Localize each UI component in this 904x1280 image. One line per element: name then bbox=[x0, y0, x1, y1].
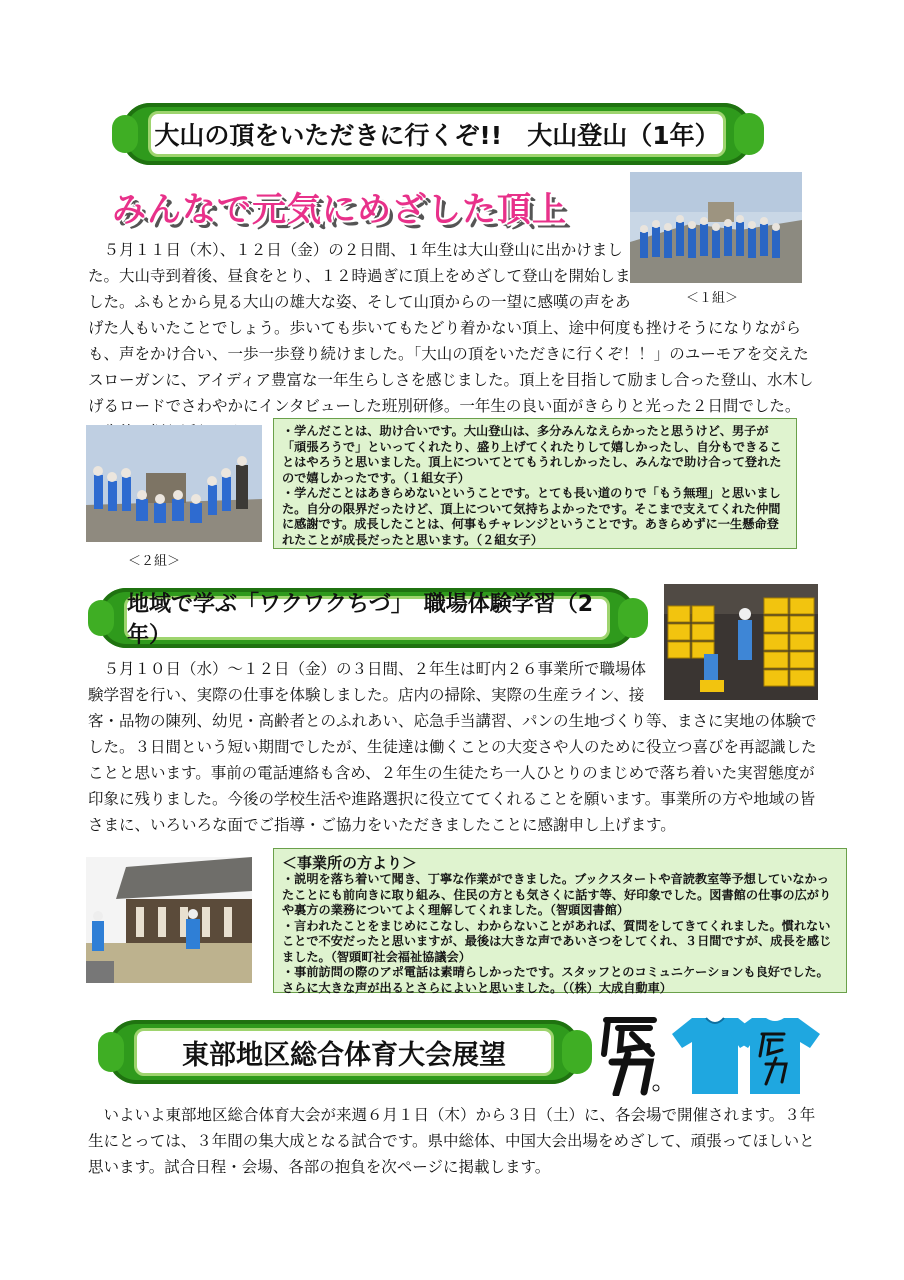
section1-banner-title: 大山の頂をいただきに行くぞ!! 大山登山（1年） bbox=[148, 111, 726, 157]
sokojikara-logo bbox=[598, 1014, 664, 1096]
workplace-comments-box bbox=[273, 848, 847, 993]
section2-paragraph-text: ５月１０日（水）～１２日（金）の３日間、２年生は町内２６事業所で職場体験学習を行い、実際の仕事を体験しました。店内の掃除、実際の生産ライン、接客・品物の陳列、幼児・高齢者とのふれあい、応急手当講習、パンの生地づくり等、まさに実地の体験でした。３日間という短い期間でしたが、生徒達は働くことの大変さや人のために役立つ喜びを再認識したことと思います。事前の電話連絡も含め、２年生の生徒たち一人ひとりのまじめで落ち着いた実習態度が印象に残りました。今後の学校生活や進路選択に役立ててくれることを願います。事業所の方や地域の皆さまに、いろいろな面でご指導・ご協力をいただきましたことに感謝申し上げます。 bbox=[88, 660, 817, 834]
photo-barn bbox=[86, 857, 252, 983]
tshirt-back-icon bbox=[730, 1014, 820, 1096]
section3-paragraph bbox=[88, 1102, 820, 1180]
section3-banner-title: 東部地区総合体育大会展望 bbox=[134, 1028, 554, 1076]
student-reflections-box bbox=[273, 418, 797, 549]
section2-banner bbox=[98, 588, 636, 648]
section1-subtitle: みんなで元気にめざした頂上 bbox=[112, 190, 567, 230]
workplace-comment-2: ・言われたことをまじめにこなし、わからないことがあれば、質問をしてきてくれました。慣れないことで不安だったと思いますが、最後は大きな声であいさつをしてくれ、３日間ですが、成長を感じました。（智頭町社会福祉協議会） bbox=[282, 918, 832, 964]
reflection-1: ・学んだことは、助け合いです。大山登山は、多分みんなえらかったと思うけど、男子が「頑張ろうで」といってくれたり、盛り上げてくれたりして嬉しかったし、自分もできることはやろうと思いました。頂上についてとてもうれしかったし、みんなで助け合って登れたので嬉しかったです。（１組女子） bbox=[282, 424, 782, 485]
section1-paragraph bbox=[88, 237, 820, 445]
workplace-comments-heading: ＜事業所の方より＞ bbox=[282, 854, 418, 872]
section1-paragraph-text: ５月１１日（木）、１２日（金）の２日間、１年生は大山登山に出かけました。大山寺到着後、昼食をとり、１２時過ぎに頂上をめざして登山を開始しました。ふもとから見る大山の雄大な姿、そして山頂からの一望に感嘆の声をあげた人もいたことでしょう。歩いても歩いてもたどり着かない頂上、途中何度も挫けそうになりながらも、声をかけ合い、一歩一歩登り続けました。「大山の頂をいただきに行くぞ！！」のユーモアを交えたスローガンに、アイディア豊富な一年生らしさを感じました。頂上を目指して励まし合った登山、水木しげるロードでさわやかにインタビューした班別研修。一年生の良い面がきらりと光った２日間でした。 bbox=[88, 241, 814, 415]
section1-banner bbox=[122, 103, 752, 165]
workplace-comment-3: ・事前訪問の際のアポ電話は素晴らしかったです。スタッフとのコミュニケーションも良好でした。さらに大きな声が出るとさらによいと思いました。（（株）大成自動車） bbox=[282, 965, 829, 995]
workplace-comment-1: ・説明を落ち着いて聞き、丁寧な作業ができました。ブックスタートや音読教室等予想していなかったことにも前向きに取り組み、住民の方とも気さくに話す等、好印象でした。図書館の仕事の広がりや裏方の業務についてよく理解してくれました。（智頭図書館） bbox=[282, 872, 832, 917]
section3-paragraph-text: いよいよ東部地区総合体育大会が来週６月１日（木）から３日（土）に、各会場で開催されます。３年生にとっては、３年間の集大成となる試合です。県中総体、中国大会出場をめざして、頑張ってほしいと思います。試合日程・会場、各部の抱負を次ページに掲載します。 bbox=[88, 1106, 816, 1176]
reflection-2: ・学んだことはあきらめないということです。とても長い道のりで「もう無理」と思いました。自分の限界だったけど、頂上について気持ちよかったです。そこまで支えてくれた仲間に感謝です。成長したことは、何事もチャレンジということです。あきらめずに一生懸命登れたことが成長だったと思います。（２組女子） bbox=[282, 486, 781, 547]
section2-paragraph bbox=[88, 656, 820, 838]
photo-class1-caption: ＜１組＞ bbox=[686, 291, 739, 306]
section3-banner bbox=[108, 1020, 580, 1084]
section2-banner-title: 地域で学ぶ「ワクワクちづ」 職場体験学習（2年） bbox=[124, 596, 610, 640]
photo-class2-caption: ＜２組＞ bbox=[128, 554, 181, 569]
photo-class2 bbox=[86, 425, 262, 542]
